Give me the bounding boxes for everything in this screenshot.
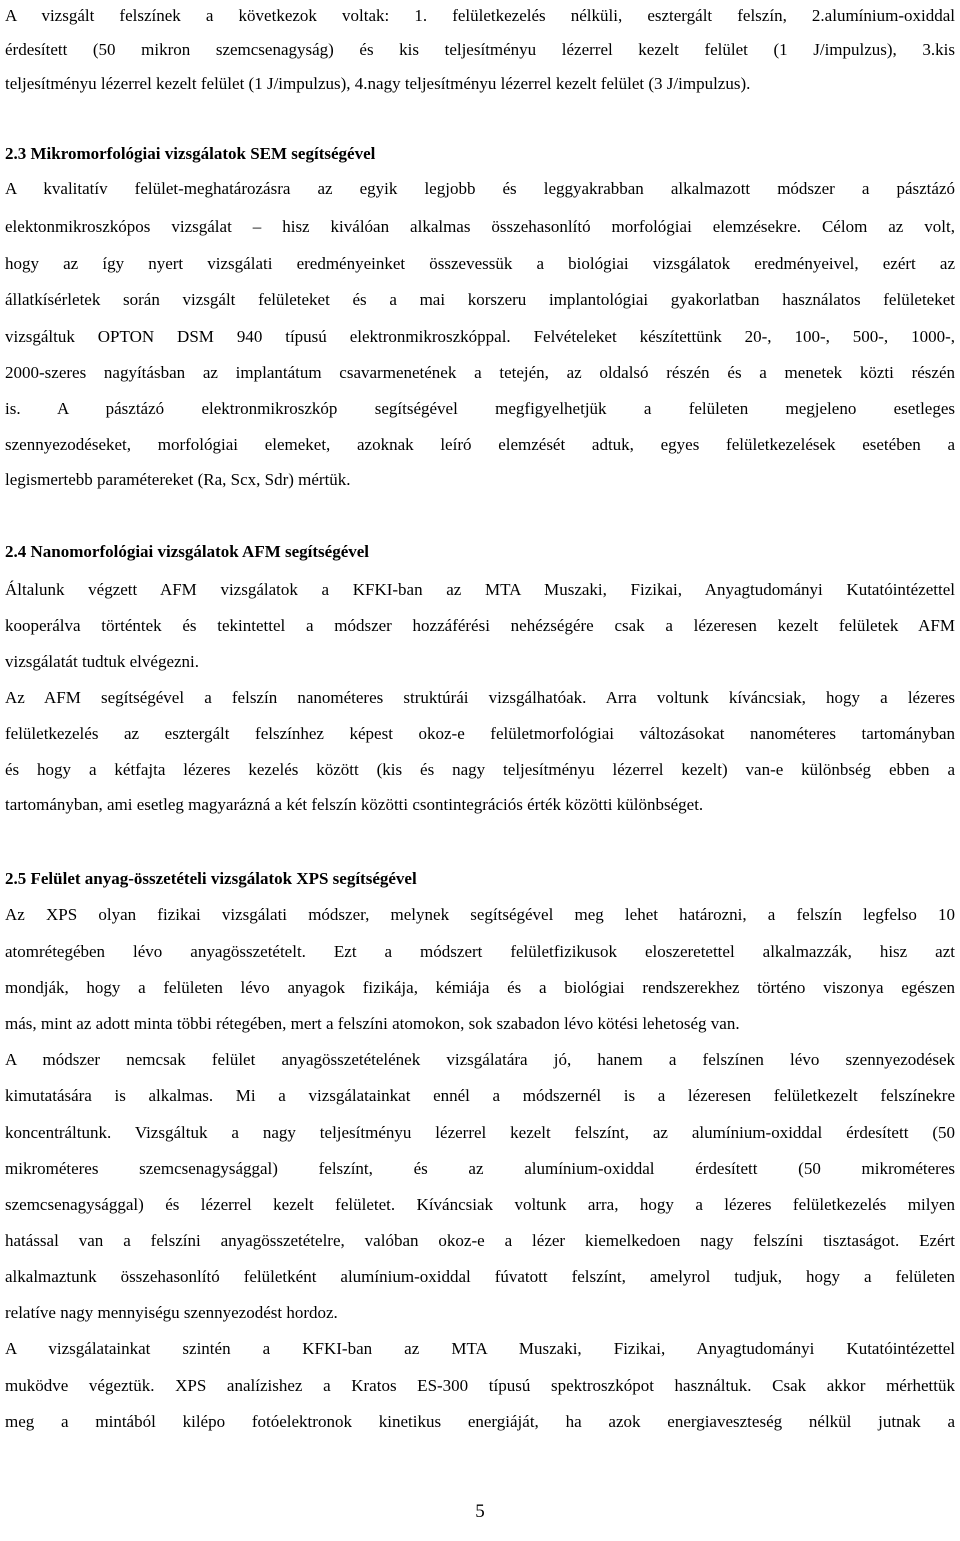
text-line: kooperálva történtek és tekintettel a módszer hozzáférési nehézségére csak a lézeresen kezelt felületek AFM	[5, 616, 955, 635]
text-line: Az XPS olyan fizikai vizsgálati módszer, melynek segítségével meg lehet határozni, a felszín legfelso 10	[5, 905, 955, 924]
text-line: muködve végeztük. XPS analízishez a Kratos ES-300 típusú spektroszkópot használtuk. Csak akkor mérhettük	[5, 1376, 955, 1395]
text-line: vizsgáltuk OPTON DSM 940 típusú elektronmikroszkóppal. Felvételeket készítettünk 20-, 100-, 500-, 1000-,	[5, 327, 955, 346]
text-line: relatíve nagy mennyiségu szennyezodést hordoz.	[5, 1303, 338, 1322]
text-line: kimutatására is alkalmas. Mi a vizsgálatainkat ennél a módszernél is a lézeresen felületkezelt felszínekre	[5, 1086, 955, 1105]
text-line: teljesítményu lézerrel kezelt felület (1 J/impulzus), 4.nagy teljesítményu lézerrel kezelt felület (3 J/impulzus).	[5, 74, 751, 93]
text-line: 2000-szeres nagyításban az implantátum csavarmenetének a tetején, az oldalsó részén és a menetek közti részén	[5, 363, 955, 382]
text-line: meg a mintából kilépo fotóelektronok kinetikus energiáját, ha azok energiaveszteség nélkül jutnak a	[5, 1412, 955, 1431]
text-line: Az AFM segítségével a felszín nanométeres struktúrái vizsgálhatóak. Arra voltunk kíváncsiak, hogy a lézeres	[5, 688, 955, 707]
section-heading-2-4: 2.4 Nanomorfológiai vizsgálatok AFM segítségével	[5, 542, 370, 561]
section-heading-2-3: 2.3 Mikromorfológiai vizsgálatok SEM segítségével	[5, 144, 376, 163]
text-line: A vizsgált felszínek a következok voltak: 1. felületkezelés nélküli, esztergált felszín, 2.alumínium-oxiddal	[5, 6, 955, 25]
text-line: és hogy a kétfajta lézeres kezelés között (kis és nagy teljesítményu lézerrel kezelt) van-e különbség ebben a	[5, 760, 955, 779]
text-line: legismertebb paramétereket (Ra, Scx, Sdr) mértük.	[5, 470, 351, 489]
text-line: érdesített (50 mikron szemcsenagyság) és kis teljesítményu lézerrel kezelt felület (1 J/impulzus), 3.kis	[5, 40, 955, 59]
text-line: A kvalitatív felület-meghatározásra az egyik legjobb és leggyakrabban alkalmazott módszer a pásztázó	[5, 179, 955, 198]
text-line: tartományban, ami esetleg magyarázná a két felszín közötti csontintegrációs érték közötti különbséget.	[5, 795, 704, 814]
text-line: elektonmikroszkópos vizsgálat – hisz kiválóan alkalmas összehasonlító morfológiai elemzésekre. Célom az volt,	[5, 217, 955, 236]
text-line: más, mint az adott minta többi rétegében, mert a felszíni atomokon, sok szabadon lévo kötési lehetoség van.	[5, 1014, 740, 1033]
text-line: Általunk végzett AFM vizsgálatok a KFKI-ban az MTA Muszaki, Fizikai, Anyagtudományi Kutatóintézettel	[5, 580, 955, 599]
text-line: mondják, hogy a felületen lévo anyagok fizikája, kémiája és a biológiai rendszerekhez történo viszonya egészen	[5, 978, 955, 997]
text-line: A vizsgálatainkat szintén a KFKI-ban az MTA Muszaki, Fizikai, Anyagtudományi Kutatóintézettel	[5, 1339, 955, 1358]
text-line: A módszer nemcsak felület anyagösszetételének vizsgálatára jó, hanem a felszínen lévo szennyezodések	[5, 1050, 955, 1069]
text-line: is. A pásztázó elektronmikroszkóp segítségével megfigyelhetjük a felületen megjeleno esetleges	[5, 399, 955, 418]
text-line: atomrétegében lévo anyagösszetételt. Ezt a módszert felületfizikusok eloszeretettel alkalmazzák, hisz azt	[5, 942, 955, 961]
text-line: szemcsenagysággal) és lézerrel kezelt felületet. Kíváncsiak voltunk arra, hogy a lézeres felületkezelés milyen	[5, 1195, 955, 1214]
text-line: állatkísérletek során vizsgált felületeket és a mai korszeru implantológiai gyakorlatban használatos felületeket	[5, 290, 955, 309]
text-line: mikrométeres szemcsenagysággal) felszínt, és az alumínium-oxiddal érdesített (50 mikrométeres	[5, 1159, 955, 1178]
text-line: alkalmaztunk összehasonlító felületként alumínium-oxiddal fúvatott felszínt, amelyrol tudjuk, hogy a felületen	[5, 1267, 955, 1286]
text-line: hogy az így nyert vizsgálati eredményeinket összevessük a biológiai vizsgálatok eredményeivel, ezért az	[5, 254, 955, 273]
text-line: vizsgálatát tudtuk elvégezni.	[5, 652, 200, 671]
section-heading-2-5: 2.5 Felület anyag-összetételi vizsgálatok XPS segítségével	[5, 869, 417, 888]
text-line: koncentráltunk. Vizsgáltuk a nagy teljesítményu lézerrel kezelt felszínt, az alumínium-oxiddal érdesített (50	[5, 1123, 955, 1142]
page-number: 5	[475, 1501, 485, 1522]
text-line: felületkezelés az esztergált felszínhez képest okoz-e felületmorfológiai változásokat nanométeres tartományban	[5, 724, 955, 743]
text-line: szennyezodéseket, morfológiai elemeket, azoknak leíró elemzését adtuk, egyes felületkezelések esetében a	[5, 435, 955, 454]
text-line: hatással van a felszíni anyagösszetételre, valóban okoz-e a lézer kiemelkedoen nagy felszíni tisztaságot. Ezért	[5, 1231, 955, 1250]
